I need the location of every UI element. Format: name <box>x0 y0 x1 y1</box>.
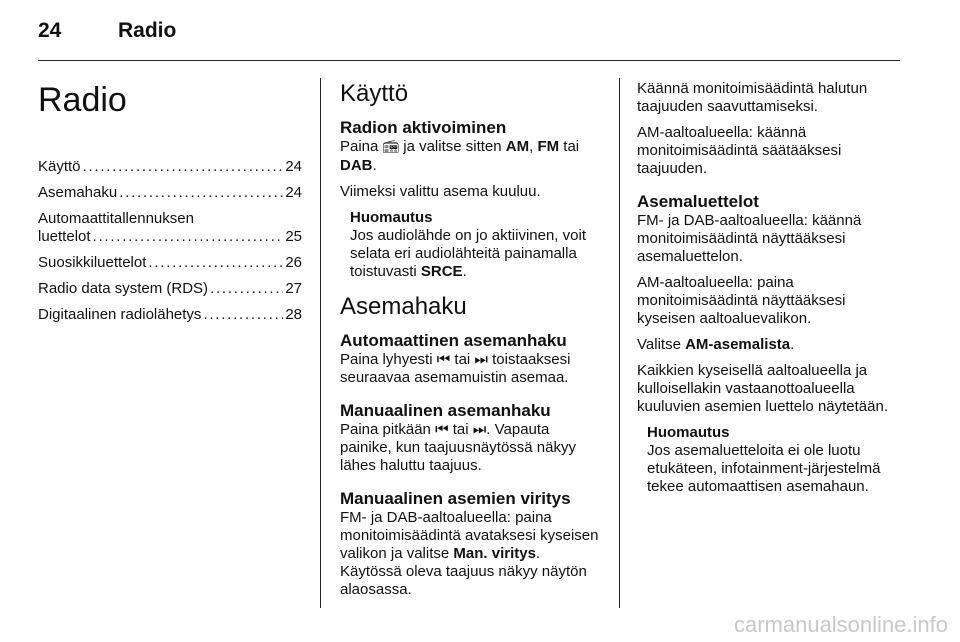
paragraph: FM- ja DAB-aaltoalueella: käännä monitoimisäädintä näyttääksesi asemaluettelon. <box>637 212 862 265</box>
chapter-title: Radio <box>38 81 127 119</box>
paragraph: AM-aaltoalueella: paina monitoimisäädintä näyttääksesi kyseisen aaltoaluevalikon. <box>637 274 846 327</box>
toc-item[interactable]: Käyttö . . . 24 <box>38 158 302 176</box>
column-divider-1 <box>320 78 321 608</box>
subheading-radion-aktivoiminen: Radion aktivoiminen <box>340 118 507 137</box>
note-heading: Huomautus <box>350 209 433 226</box>
page-number: 24 <box>38 19 62 42</box>
radio-icon: 📻︎ <box>382 140 400 155</box>
section-heading-asemahaku: Asemahaku <box>340 293 467 320</box>
subheading-manuaalinen-asemien-viritys: Manuaalinen asemien viritys <box>340 489 571 508</box>
header-section-title: Radio <box>118 19 177 42</box>
next-track-icon: ⏭ <box>474 351 488 368</box>
header-rule <box>38 60 900 61</box>
paragraph: AM-aaltoalueella: käännä monitoimisäädintä säätääksesi taajuuden. <box>637 124 842 177</box>
note-box: Huomautus Jos asemaluetteloita ei ole luotu etukäteen, infotainment-järjestelmä tekee automaattisen asemahaun. <box>647 424 901 496</box>
subheading-manuaalinen-asemanhaku: Manuaalinen asemanhaku <box>340 401 551 420</box>
watermark: carmanualsonline.info <box>733 612 948 637</box>
section-viritys: Manuaalinen asemien viritys FM- ja DAB-aaltoalueella: paina monitoimisäädintä avataksesi kyseisen valikon ja valitse Man. viritys. Käytössä oleva taajuus näkyy näytön alaosassa. <box>340 489 604 599</box>
column-divider-2 <box>619 78 620 608</box>
previous-track-icon: ⏮ <box>436 351 451 368</box>
previous-track-icon: ⏮ <box>435 421 449 438</box>
toc-column <box>38 80 302 332</box>
content-column-3 <box>637 80 901 496</box>
paragraph: Valitse AM-asemalista. <box>637 336 795 353</box>
content-column-2 <box>340 80 604 613</box>
toc-item[interactable]: Digitaalinen radiolähetys . . . 28 <box>38 306 302 324</box>
toc-item[interactable]: Suosikkiluettelot . . . 26 <box>38 254 302 272</box>
toc-item[interactable]: Radio data system (RDS) . . . 27 <box>38 280 302 298</box>
subheading-asemaluettelot: Asemaluettelot <box>637 192 759 211</box>
section-manuaalinen: Manuaalinen asemanhaku Paina pitkään ⏮ tai ⏭. Vapauta painike, kun taajuusnäytössä näkyy lähes haluttu taajuus. <box>340 401 604 475</box>
section-heading-kaytto: Käyttö <box>340 80 409 107</box>
subheading-automaattinen-asemanhaku: Automaattinen asemanhaku <box>340 331 567 350</box>
paragraph: Viimeksi valittu asema kuuluu. <box>340 183 541 200</box>
table-of-contents <box>38 158 302 324</box>
toc-item[interactable]: Automaattitallennuksen luettelot . . . 25 <box>38 210 302 246</box>
note-box: Huomautus Jos audiolähde on jo aktiivinen, voit selata eri audiolähteitä painamalla toistuvasti SRCE. <box>350 209 604 281</box>
paragraph: Kaikkien kyseisellä aaltoalueella ja kulloisellakin vastaanottoalueella kuuluvien asemien luettelo näytetään. <box>637 362 889 415</box>
toc-item[interactable]: Asemahaku . . . 24 <box>38 184 302 202</box>
section-automaattinen: Automaattinen asemanhaku Paina lyhyesti ⏮ tai ⏭ toistaaksesi seuraavaa asemamuistin asemaa. <box>340 331 604 387</box>
paragraph: Käännä monitoimisäädintä halutun taajuuden saavuttamiseksi. <box>637 80 868 115</box>
note-heading: Huomautus <box>647 424 730 441</box>
paragraph: Paina 📻︎ ja valitse sitten AM, FM tai DAB. <box>340 138 580 174</box>
next-track-icon: ⏭ <box>472 421 487 438</box>
